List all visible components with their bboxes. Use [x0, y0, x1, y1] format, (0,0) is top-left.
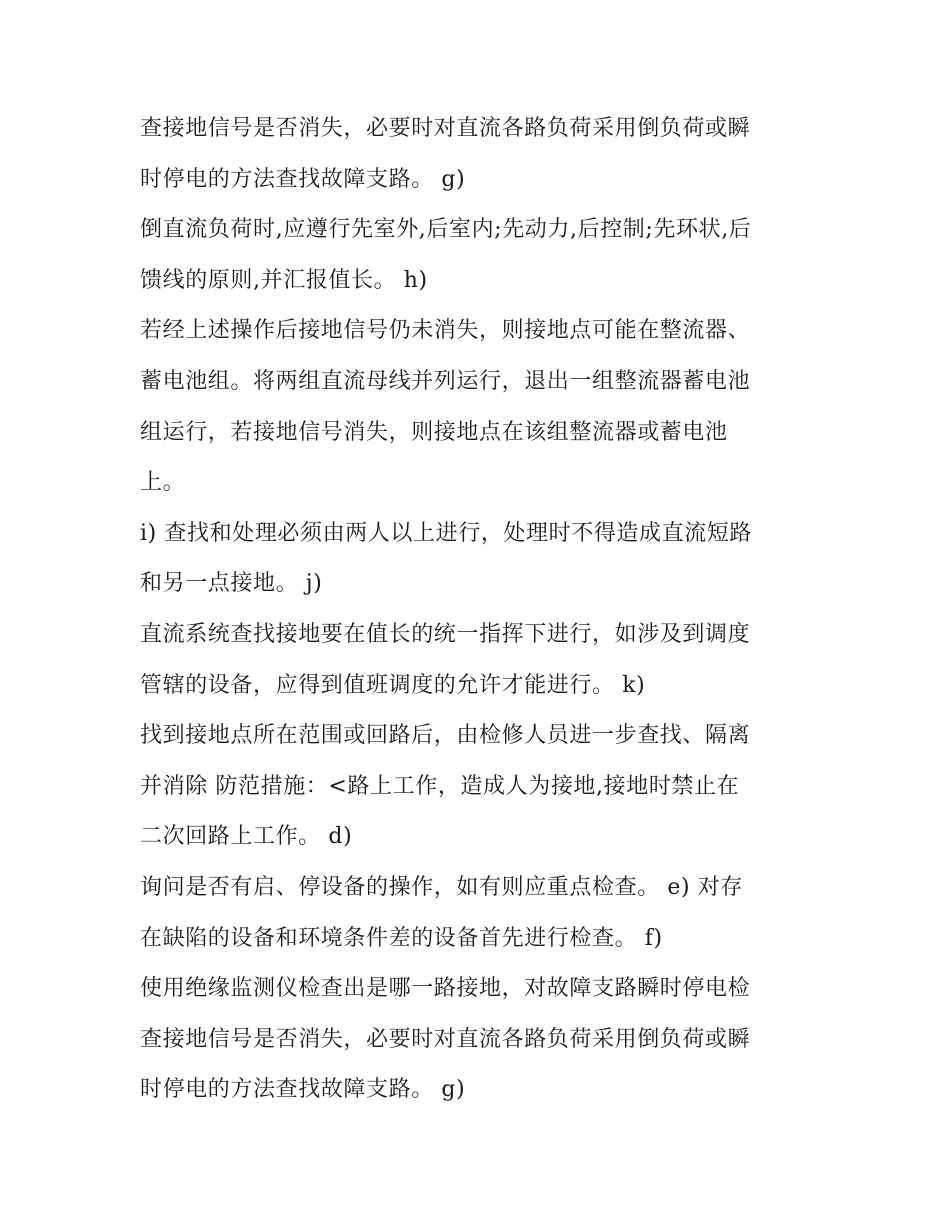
text-line: 直流系统查找接地要在值长的统一指挥下进行，如涉及到调度: [140, 621, 751, 647]
text-line: 查接地信号是否消失，必要时对直流各路负荷采用倒负荷或瞬: [140, 116, 751, 141]
text-line: 询问是否有启、停设备的操作，如有则应重点检查。 e) 对存: [140, 874, 743, 900]
text-line: 馈线的原则,并汇报值长。 h): [140, 267, 428, 293]
text-line: i) 查找和处理必须由两人以上进行，处理时不得造成直流短路: [140, 520, 753, 546]
text-line: 倒直流负荷时,应遵行先室外,后室内;先动力,后控制;先环状,后: [140, 217, 752, 243]
text-line: 时停电的方法查找故障支路。 g): [140, 166, 466, 192]
text-line: 管辖的设备，应得到值班调度的允许才能进行。 k): [140, 672, 646, 698]
text-line: 若经上述操作后接地信号仍未消失，则接地点可能在整流器、: [140, 318, 751, 344]
text-line: 查接地信号是否消失，必要时对直流各路负荷采用倒负荷或瞬: [140, 1026, 751, 1052]
text-line: 和另一点接地。 j): [140, 571, 323, 597]
text-line: 在缺陷的设备和环境条件差的设备首先进行检查。 f): [140, 925, 663, 951]
text-line: 找到接地点所在范围或回路后，由检修人员进一步查找、隔离: [140, 723, 751, 749]
text-line: 使用绝缘监测仪检查出是哪一路接地，对故障支路瞬时停电检: [140, 976, 751, 1002]
text-line: 组运行，若接地信号消失，则接地点在该组整流器或蓄电池: [140, 419, 728, 445]
text-line: 时停电的方法查找故障支路。 g): [140, 1077, 466, 1103]
text-line: 蓄电池组。将两组直流母线并列运行，退出一组整流器蓄电池: [140, 368, 751, 394]
text-line: 并消除 防范措施：<路上工作，造成人为接地,接地时禁止在: [140, 773, 740, 799]
text-line: 二次回路上工作。 d): [140, 824, 353, 850]
text-line: 上。: [140, 470, 186, 496]
document-body: [140, 104, 830, 1116]
